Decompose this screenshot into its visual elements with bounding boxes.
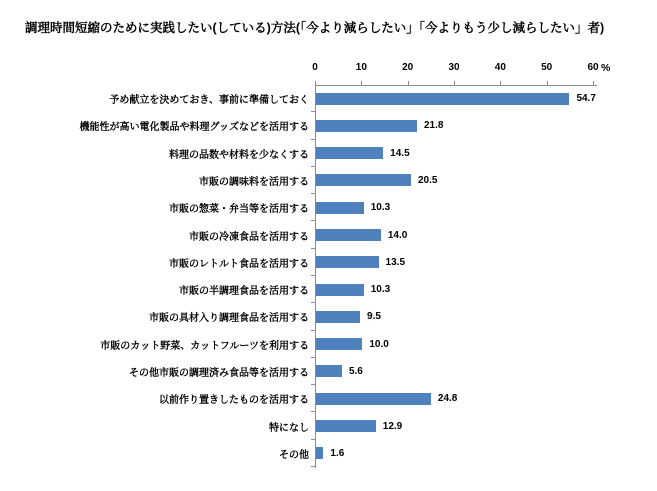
- category-label: その他市販の調理済み食品等を活用する: [129, 367, 309, 379]
- value-label: 14.0: [387, 229, 408, 241]
- value-axis-tick-label: 10: [355, 62, 367, 73]
- bar: [316, 93, 569, 105]
- bar-row: [0, 85, 657, 112]
- bar-row: [0, 303, 657, 330]
- bar-row: [0, 167, 657, 194]
- category-label: 市販のカット野菜、カットフルーツを利用する: [100, 340, 309, 352]
- value-label: 13.5: [385, 256, 406, 268]
- bar-row: [0, 112, 657, 139]
- bar: [316, 256, 379, 268]
- bar-row: [0, 221, 657, 248]
- category-label: 市販の冷凍食品を活用する: [189, 231, 309, 243]
- bar-row: [0, 276, 657, 303]
- value-label: 1.6: [330, 447, 345, 459]
- value-label: 20.5: [417, 174, 438, 186]
- bar-row: [0, 412, 657, 439]
- bar-row: [0, 440, 657, 467]
- category-label: 市販の惣菜・弁当等を活用する: [169, 204, 309, 216]
- category-label: 市販のレトルト食品を活用する: [169, 258, 309, 270]
- bar: [316, 202, 364, 214]
- value-label: 24.8: [437, 393, 458, 405]
- bar-row: [0, 194, 657, 221]
- value-label: 10.3: [370, 202, 391, 214]
- value-label: 54.7: [576, 93, 596, 105]
- value-axis-tick-label: 0: [312, 62, 318, 73]
- bar: [316, 338, 362, 350]
- bar-chart-rows: [0, 85, 657, 467]
- category-label: 市販の具材入り調理食品を活用する: [149, 313, 309, 325]
- bar: [316, 120, 417, 132]
- bar: [316, 174, 411, 186]
- category-label: 市販の半調理食品を活用する: [179, 286, 309, 298]
- bar-row: [0, 140, 657, 167]
- value-label: 10.0: [369, 338, 389, 350]
- value-axis-tick-label: 20: [402, 62, 414, 73]
- bar: [316, 447, 323, 459]
- category-label: 特になし: [269, 422, 309, 434]
- chart-title: 調理時間短縮のために実践したい(している)方法(「今より減らしたい」「今よりもう少し減らしたい」者): [25, 21, 605, 35]
- value-label: 10.3: [370, 284, 391, 296]
- value-axis-tick-label: 30: [448, 62, 460, 73]
- category-axis-tick-mark: [311, 466, 315, 467]
- category-label: 予め献立を決めておき、事前に準備しておく: [109, 95, 309, 107]
- category-label: 機能性が高い電化製品や料理グッズなどを活用する: [79, 122, 309, 134]
- bar: [316, 229, 381, 241]
- value-label: 12.9: [382, 420, 403, 432]
- bar: [316, 311, 360, 323]
- value-axis-tick-label: 50: [541, 62, 553, 73]
- category-label: 料理の品数や材料を少なくする: [169, 149, 309, 161]
- axis-unit-label: %: [601, 62, 611, 74]
- bar-row: [0, 358, 657, 385]
- category-label: 以前作り置きしたものを活用する: [159, 395, 309, 407]
- value-label: 5.6: [348, 365, 363, 377]
- bar: [316, 365, 342, 377]
- value-label: 14.5: [390, 147, 410, 159]
- value-label: 21.8: [424, 120, 444, 132]
- category-label: その他: [279, 449, 309, 461]
- value-axis-tick-label: 60: [587, 62, 599, 73]
- value-axis-tick-label: 40: [494, 62, 506, 73]
- bar: [316, 393, 431, 405]
- value-label: 9.5: [367, 311, 381, 323]
- bar: [316, 147, 383, 159]
- bar-row: [0, 249, 657, 276]
- bar-row: [0, 385, 657, 412]
- bar: [316, 284, 364, 296]
- bar-row: [0, 331, 657, 358]
- bar: [316, 420, 376, 432]
- category-label: 市販の調味料を活用する: [199, 176, 309, 188]
